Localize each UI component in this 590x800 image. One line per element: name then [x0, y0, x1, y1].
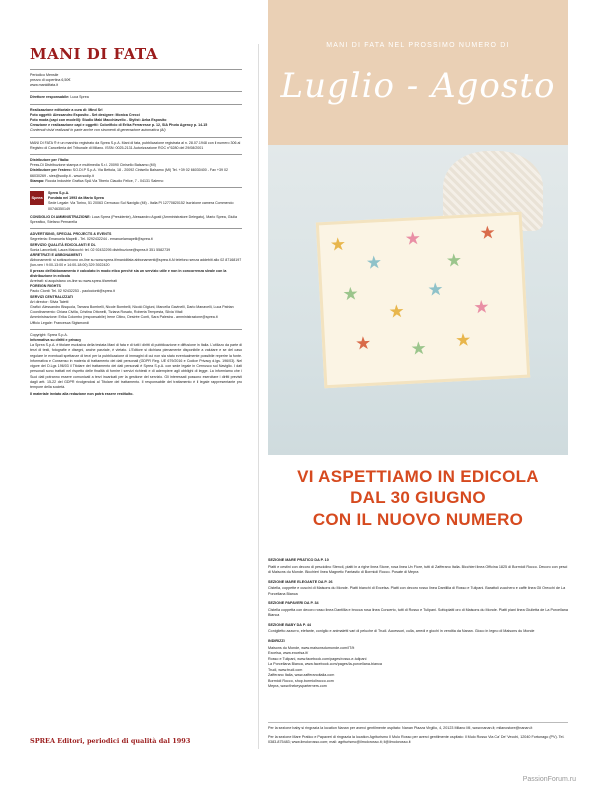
addresses: INDIRIZZI Maisons du Monde, www.maisonsdumonde.com/IT/it Excelsa, www.excelsa.it/ Rosso e Tulipani, www.facebook.com/pages/rosso-e-tulipani La Porcellana Bianca, www.facebook.com/pages/la-porcellana-bianca Trudi, www.trudi.com Zafferano Italia, www.zafferanoitalia.com Bormioli Rocco, shop.bormiolirocco.com Mepra, www.thekeysparterners.com: [268, 639, 568, 690]
credit-line: Foto oggetti: Alessandro Esposito - Set designer: Monica Crecci: [30, 112, 140, 117]
sprea-logo-icon: Sprea: [30, 191, 44, 205]
distribution-title: Distributore per l'Italia:: [30, 157, 70, 162]
star-icon: ★: [329, 233, 347, 255]
mani-di-fata-logo: MANI DI FATA: [30, 45, 159, 63]
star-icon: ★: [354, 332, 372, 354]
star-icon: ★: [388, 300, 406, 322]
coordinamento: Coordinamento: Chiara Civilla, Cristina Ottonelli, Tiziana Rosato, Roberta Tempesta, Silvia Vitali: [30, 310, 183, 315]
star-icon: ★: [445, 249, 463, 271]
star-icon: ★: [454, 329, 472, 351]
board: CONSIGLIO DI AMMINISTRAZIONE: Luca Sprea (Presidente), Alessandro Agosti (Amministratore Delegato), Mario Sprea, Giulia Spreafico, Stefano Pernarella: [30, 214, 237, 225]
next-issue-column: [268, 0, 568, 745]
arretrati-text: Abbonamenti: si sottoscrivono on-line su www.sprea.it/manidifata abbonamenti@sprea.it Al telefono senza addebiti allo 02 87168197 (lun-ven / 9:00-13:00 e 14:00-18:00) 329 3922420: [30, 258, 242, 268]
prezzo-note: Il prezzo dell'abbonamento è calcolato in modo etico perché sia un servizio utile e non in concorrenza sleale con la distribuzione in edicola: [30, 268, 227, 278]
adv-title: ADVERTISING, SPECIAL PROJECTS & EVENTS: [30, 232, 112, 237]
credit-line: Foto moda (capi con modelli): Studio Maki Macchiavello - Stylist: Aeka Esposito: [30, 117, 167, 122]
next-issue-title: Luglio - Agosto: [280, 66, 556, 106]
credit-line: Contenuti visivi realizzati in parte anche con strumenti di generazione automatica (AI): [30, 128, 166, 133]
next-issue-kicker: MANI DI FATA NEL PROSSIMO NUMERO DI: [326, 42, 510, 49]
credit-line: Creazione e realizzazione capi e oggetti: Colorificio di Erika Ferraresse p. 12, SIA Photo Agency p. 14-15: [30, 123, 208, 128]
arretrati-web: Arretrati: si acquistano on-line su www.sprea.it/arretrati: [30, 279, 118, 284]
privacy-title: Informativa su diritti e privacy: [30, 338, 82, 343]
copyright: Copyright: Sprea S.p.A.: [30, 332, 68, 337]
star-icon: ★: [404, 228, 422, 249]
sprea-name: Sprea S.p.A.: [48, 191, 70, 195]
quality-text: Sonia Lancellotti, Laura Maiocchi: tel. 02 92432295 distribuzione@sprea.it 351 5582739: [30, 247, 171, 252]
masthead-column: [30, 44, 242, 397]
credit-line: Realizzazione editoriale a cura di: Mind Srl: [30, 107, 103, 112]
divider: [30, 137, 242, 138]
address-link[interactable]: Bormioli Rocco, shop.bormiolirocco.com: [268, 678, 334, 683]
star-icon: ★: [472, 296, 491, 318]
address-link[interactable]: Excelsa, www.excelsa.it/: [268, 651, 309, 656]
divider: [30, 154, 242, 155]
divider: [30, 329, 242, 330]
adv-text: Segreteria: Emanuela Mapelli - Tel. 0292432244 - emanuelamapelli@sprea.it: [30, 237, 153, 242]
sprea-address: Sede Legale: Via Torino, 51 20063 Cernusco Sul Naviglio (MI) - Italia PI 12770820152 Iscrizione camera Commercio 00746350149: [48, 201, 234, 211]
divider: [30, 69, 242, 70]
address-link[interactable]: Rosso e Tulipani, www.facebook.com/pages/rosso-e-tulipani: [268, 656, 367, 661]
edicola-headline: VI ASPETTIAMO IN EDICOLA DAL 30 GIUGNO CON IL NUOVO NUMERO: [297, 467, 539, 529]
sprea-founded: Fondata nel 1993 da Mario Sprea: [48, 196, 104, 201]
legale: Ufficio Legale: Francesca Sigismondi: [30, 320, 90, 325]
star-icon: ★: [410, 337, 428, 359]
address-link[interactable]: Mepra, www.thekeysparterners.com: [268, 684, 327, 689]
stampa: Stampa: Roccia Industrie Grafica SpA Via Tiberio Claudio Felice, 7 - 04131 Salerno: [30, 178, 164, 183]
thanks-baby: Per la sezione baby si ringrazia la location Nanan per averci gentilmente ospitato: Nanan Piazza Virgilio, 4, 20123 Milano MI, www.nanan.it; milanostore@nanan.it: [268, 726, 533, 730]
sprea-block: [30, 191, 242, 212]
blanket-shape: [316, 212, 530, 389]
column-divider: [258, 44, 259, 749]
section-baby: SEZIONE BABY DA P. 44 Coniglietto azzurro, elefante, coniglio e animaletti vari di peluche di Trudi. Accessori, culla, arredi e giochi in vendita da Nanan. Gioco in legno di Maisons du Monde: [268, 622, 535, 634]
credits-info: [268, 558, 568, 694]
arretrati-title: ARRETRATI E ABBONAMENTI: [30, 253, 82, 258]
privacy-final: Il materiale inviato alla redazione non potrà essere restituito.: [30, 392, 134, 397]
section-mare-pratico: SEZIONE MARE PRATICO DA P. 10 Piatti e cestini con decoro di pesciolino Stencil, piatti in a righe linea Stone, rosa linea Un Fiore, tutti di Zafferano Italia. Bicchieri linea Officina 1825 di Bormioli Rocco. Decoro con pesci di Maisons du Monde. Bicchieri linea Magnetic Fantastic di Bormioli Rocco. Posate di Mepra: [268, 558, 568, 575]
art-director: Art director: Silvia Taietti: [30, 299, 69, 304]
sprea-footer: SPREA Editori, periodici di qualità dal 1993: [30, 737, 191, 745]
star-icon: ★: [426, 278, 445, 300]
distribution-text: Press-Di Distribuzione stampa e multimedia S.r.l. 20090 Cinisello Balsamo (MI): [30, 163, 156, 168]
star-icon: ★: [479, 222, 497, 243]
foreign-text: Paolo Cionti: Tel. 02 92432253 - paolocionti@sprea.it: [30, 289, 115, 294]
distribution-estero: Distributore per l'estero: SO.DI.P S.p.A. Via Bettola, 18 - 20092 Cinisello Balsamo (MI) Tel. +39 02 66030400 - Fax +39 02 66030269 - sies@sodip.it - www.sodip.it: [30, 168, 229, 178]
thanks-notes: [268, 722, 568, 746]
section-mare-elegante: SEZIONE MARE ELEGANTE DA P. 26 Cistella, coppette e cuscini di Maisons du Monde. Piatti bianchi di Excelsa. Piatti con decoro rosso linea Dantillia di Rosso e Tulipani. Barattoli zucchero e caffè linea Gli Orecchi de La Porcellana Bianca: [268, 579, 566, 596]
divider: [30, 91, 242, 92]
website-link[interactable]: www.manidifata.it: [30, 83, 58, 88]
central-title: SERVIZI CENTRALIZZATI: [30, 294, 73, 299]
masthead-line: Periodico Mensile: [30, 72, 59, 77]
section-papaveri: SEZIONE PAPAVERI DA P. 34 Cistella coppetta con decoro rosso linea Dantillia e brocca rosa linea Concerto, tutti di Rosso e Tulipani. Sottopiatti oro di Maisons du Monde. Piatti piani linea Giulietta de La Porcellana Bianca: [268, 601, 568, 618]
divider: [30, 187, 242, 188]
grafici: Grafici: Alessandro Bisquola, Tamara Bombelli, Nicole Bombelli, Nicolò Digiuni, Marcella Gavinelli, Dario Manavelli, Luca Patrian: [30, 305, 234, 310]
address-link[interactable]: La Porcellana Bianca, www.facebook.com/pages/la-porcellana-bianca: [268, 662, 382, 667]
registration: MANI DI FATA ® è un marchio registrato da Sprea S.p.A. Mani di fata, pubblicazione registrata al n. 28.07.1948 con il numero 306 al Registro di Cancelleria del Tribunale di Milano. ISSN: 0025-2131 Autorizzazione ROC n°6280 del 29/08/2001: [30, 140, 241, 150]
divider: [30, 104, 242, 105]
address-link[interactable]: Maisons du Monde, www.maisonsdumonde.com/IT/it: [268, 645, 355, 650]
divider: [30, 228, 242, 229]
watermark: PassionForum.ru: [522, 776, 576, 783]
star-icon: ★: [342, 283, 360, 305]
baby-blanket-photo: [268, 145, 568, 455]
masthead-line: prezzo di copertina 6,50€: [30, 77, 71, 82]
address-link[interactable]: Trudi, www.trudi.com: [268, 667, 303, 672]
address-link[interactable]: Zafferano Italia, www.zafferanoitalia.com: [268, 673, 335, 678]
next-issue-header: [268, 0, 568, 145]
thanks-mare: Per la sezione Mare Pratico e Papaveri di ringrazia la location Agriturismo Il Mulo Rosso per averci gentilmente ospitato: Il Mulo Rosso Via Ca' De' Vecchi, 12040 Fortunago (PV). Tel. 0383-875483; www.ilmolorosso.com; mail: agriturismo@ilmolorosso.it; il@ilmolorosso.it: [268, 734, 565, 745]
quality-title: SERVIZIO QUALITÀ EDICOLANTI E DL: [30, 242, 96, 247]
direttore: Direttore responsabile: Luca Sprea: [30, 95, 89, 100]
privacy-body: La Sprea S.p.A. è titolare esclusiva della testata Mani di fata e di tutti i diritti di pubblicazione e diffusione in Italia. L'utilizzo da parte di terzi di testi, fotografie e disegni, anche parziale, è vietato. L'Editore si dichiara pienamente disponibile a valutare e se del caso regolare le eventuali spettanze di terzi per la pubblicazione di immagini di cui non sia stato eventualmente possibile reperire la fonte. Informativa e Consenso in materia di trattamento dei dati personali (GDPR Reg. UE 679/2016 e Codice Privacy d.lgs. 196/03). Nel vigore del D.Lgs 196/03 il Titolare del trattamento dei dati personali è Sprea S.p.A. con sede legale in Cernusco sul Naviglio. I dati personali sono trattati nel rispetto delle finalità di fornire i servizi richiesti e di adempiere agli obblighi di legge. La informiamo che i Suoi dati potranno essere comunicati a terzi incaricati per la gestione del servizio. Gli interessati possono esercitare i diritti previsti dagli artt. 15-22 del GDPR rivolgendosi al Titolare del trattamento. Il responsabile del trattamento è il legale rappresentante pro tempore della società.: [30, 343, 242, 389]
star-icon: ★: [365, 252, 383, 273]
foreign-title: FOREIGN RIGHTS: [30, 284, 61, 289]
amministrazione: Amministrazione: Erika Colombo (responsabile) Irene Citino, Desirée Conti, Sara Palestra - amministrazione@sprea.it: [30, 315, 218, 320]
